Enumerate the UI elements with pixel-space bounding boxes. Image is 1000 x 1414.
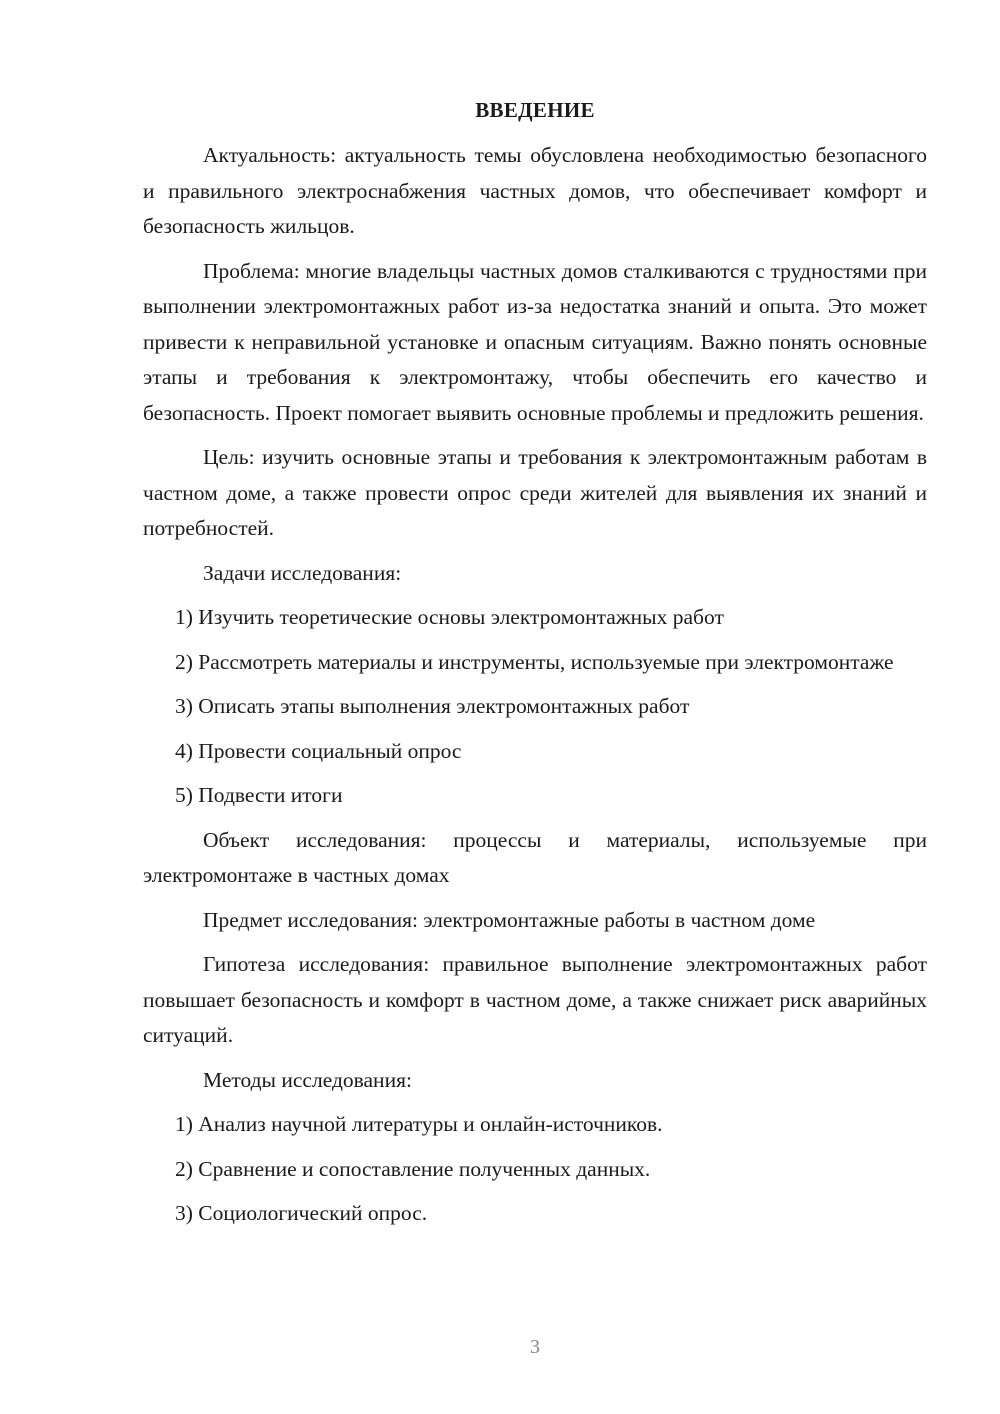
paragraph-relevance: Актуальность: актуальность темы обусловлена необходимостью безопасного и правильного электроснабжения частных домов, что обеспечивает комфорт и безопасность жильцов.: [143, 143, 927, 238]
task-item: 5) Подвести итоги: [175, 783, 343, 807]
paragraph-goal: Цель: изучить основные этапы и требования к электромонтажным работам в частном доме, а также провести опрос среди жителей для выявления их знаний и потребностей.: [143, 445, 927, 540]
paragraph-hypothesis: Гипотеза исследования: правильное выполнение электромонтажных работ повышает безопасность и комфорт в частном доме, а также снижает риск аварийных ситуаций.: [143, 952, 927, 1047]
task-item: 4) Провести социальный опрос: [175, 738, 462, 763]
task-item: 1) Изучить теоретические основы электромонтажных работ: [175, 605, 724, 629]
paragraph-object: Объект исследования: процессы и материалы, используемые при электромонтаже в частных домах: [143, 827, 927, 887]
page-content: [143, 96, 927, 1241]
method-item: 3) Социологический опрос.: [175, 1201, 428, 1225]
page-number: 3: [530, 1336, 540, 1358]
methods-heading: Методы исследования:: [203, 1067, 412, 1092]
paragraph-problem: Проблема: многие владельцы частных домов сталкиваются с трудностями при выполнении электромонтажных работ из-за недостатка знаний и опыта. Это может привести к неправильной установке и опасным ситуациям. Важно понять основные этапы и требования к электромонтажу, чтобы обеспечить его качество и безопасность. Проект помогает выявить основные проблемы и предложить решения.: [143, 258, 927, 425]
paragraph-subject: Предмет исследования: электромонтажные работы в частном доме: [203, 907, 816, 932]
task-item: 2) Рассмотреть материалы и инструменты, используемые при электромонтаже: [175, 649, 894, 674]
method-item: 1) Анализ научной литературы и онлайн-источников.: [175, 1112, 663, 1136]
tasks-heading: Задачи исследования:: [203, 560, 402, 585]
method-item: 2) Сравнение и сопоставление полученных данных.: [175, 1156, 651, 1181]
task-item: 3) Описать этапы выполнения электромонтажных работ: [175, 694, 690, 718]
section-title: ВВЕДЕНИЕ: [475, 98, 595, 122]
